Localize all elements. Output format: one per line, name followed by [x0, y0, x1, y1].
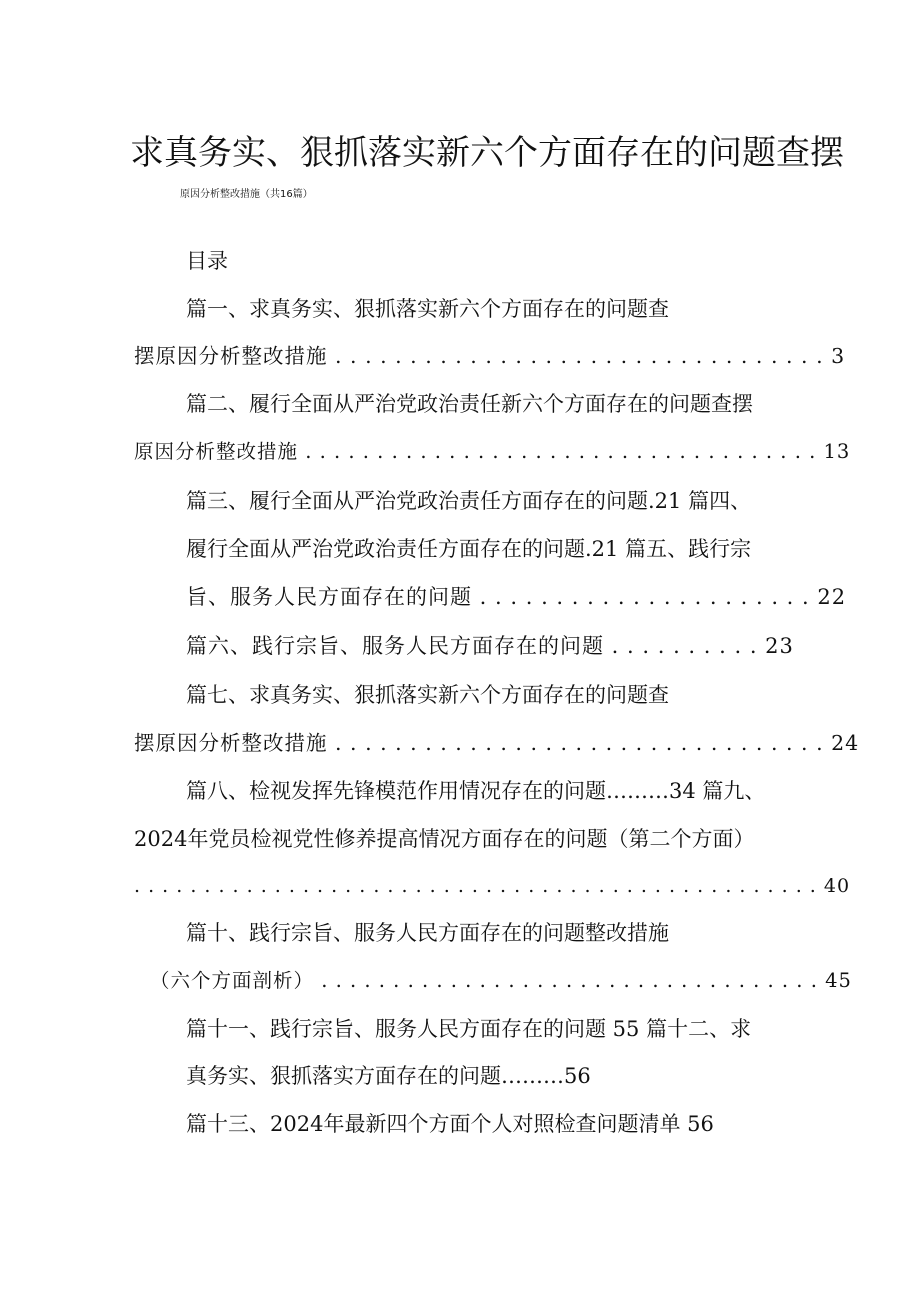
toc-entry-10-line-1: 篇十、践行宗旨、服务人民方面存在的问题整改措施	[186, 921, 669, 945]
document-title-line-1: 求真务实、狠抓落实新六个方面存在的问题查摆	[130, 133, 844, 173]
toc-entry-11-line-1: 篇十一、践行宗旨、服务人民方面存在的问题 55 篇十二、求	[186, 1017, 752, 1041]
toc-heading: 目录	[186, 249, 228, 273]
toc-entry-7-line-1: 篇七、求真务实、狠抓落实新六个方面存在的问题查	[186, 683, 669, 707]
toc-entry-10-line-2: （六个方面剖析） . . . . . . . . . . . . . . . . . . . . . . . . . . . . . . . . . . . 45	[150, 969, 852, 992]
toc-entry-8-line-3: . . . . . . . . . . . . . . . . . . . . . . . . . . . . . . . . . . . . . . . . . . . . . . . . . 40	[134, 875, 851, 897]
toc-entry-3-line-2: 履行全面从严治党政治责任方面存在的问题.21 篇五、践行宗	[186, 537, 752, 561]
toc-entry-7-line-2: 摆原因分析整改措施 . . . . . . . . . . . . . . . . . . . . . . . . . . . . . . . . . 24	[134, 731, 860, 755]
toc-entry-8-line-2: 2024年党员检视党性修养提高情况方面存在的问题（第二个方面）	[134, 827, 755, 851]
toc-entry-13: 篇十三、2024年最新四个方面个人对照检查问题清单 56	[186, 1112, 714, 1136]
toc-entry-3-line-1: 篇三、履行全面从严治党政治责任方面存在的问题.21 篇四、	[186, 489, 752, 513]
document-title-line-2: 原因分析整改措施（共16篇）	[180, 189, 313, 200]
toc-entry-1-line-2: 摆原因分析整改措施 . . . . . . . . . . . . . . . . . . . . . . . . . . . . . . . . . 3	[134, 344, 846, 368]
toc-entry-6: 篇六、践行宗旨、服务人民方面存在的问题 . . . . . . . . . . 23	[186, 634, 794, 658]
toc-entry-2-line-2: 原因分析整改措施 . . . . . . . . . . . . . . . . . . . . . . . . . . . . . . . . . . . . 13	[134, 440, 851, 463]
toc-entry-8-line-1: 篇八、检视发挥先锋模范作用情况存在的问题………34 篇九、	[186, 779, 766, 803]
toc-entry-3-line-3: 旨、服务人民方面存在的问题 . . . . . . . . . . . . . . . . . . . . . . 22	[186, 585, 847, 609]
toc-entry-1-line-1: 篇一、求真务实、狠抓落实新六个方面存在的问题查	[186, 297, 669, 321]
toc-entry-11-line-2: 真务实、狠抓落实方面存在的问题………56	[186, 1064, 591, 1088]
toc-entry-2-line-1: 篇二、履行全面从严治党政治责任新六个方面存在的问题查摆	[186, 392, 753, 416]
